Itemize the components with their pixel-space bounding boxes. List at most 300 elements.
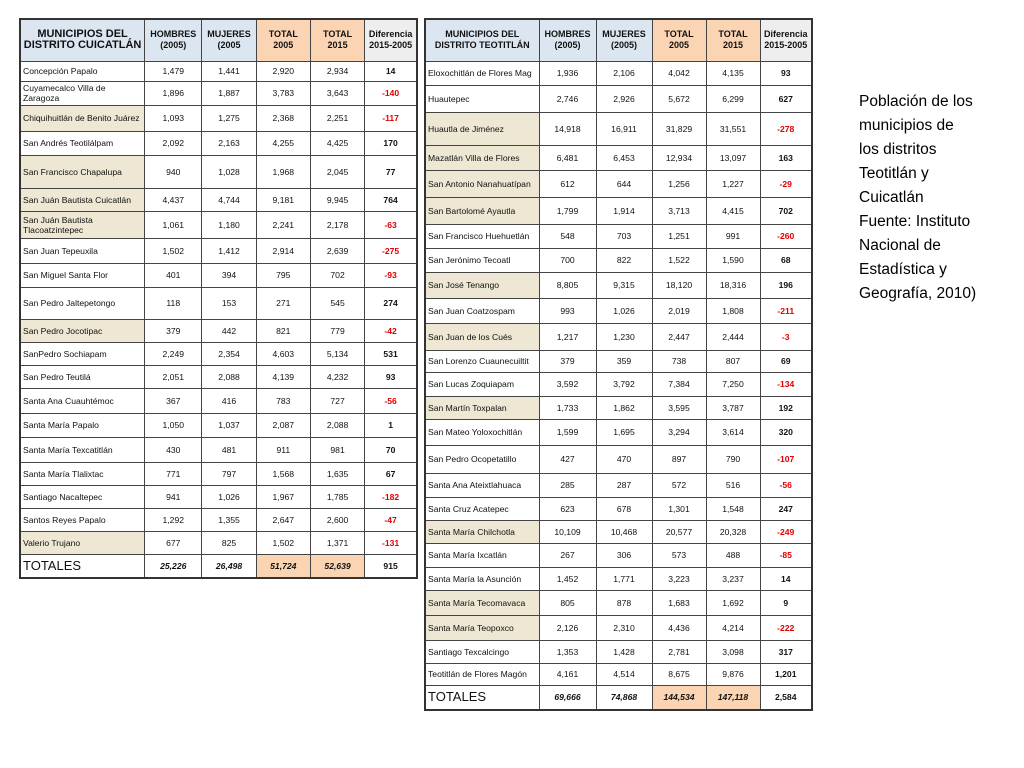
cell-municipio: SanPedro Sochiapam	[20, 342, 145, 365]
cell-diferencia: 764	[365, 188, 417, 211]
cell-total-2015: 3,643	[310, 81, 364, 105]
cell-total-2015: 2,178	[310, 211, 364, 238]
cell-municipio: San Francisco Chapalupa	[20, 155, 145, 188]
cell-hombres: 1,093	[145, 105, 202, 131]
cell-mujeres: 4,744	[202, 188, 256, 211]
table-row	[425, 85, 812, 112]
table-cuicatlan	[19, 18, 418, 579]
cell-total-2015: 6,299	[706, 85, 760, 112]
cell-mujeres: 9,315	[596, 272, 652, 298]
col-header-total-2015: TOTAL 2015	[310, 19, 364, 61]
cell-diferencia: -134	[760, 372, 812, 396]
caption-line: Nacional de	[859, 237, 941, 254]
cell-diferencia: 320	[760, 419, 812, 445]
cell-hombres: 427	[539, 445, 596, 473]
cell-diferencia: 77	[365, 155, 417, 188]
cell-total-2015: 4,415	[706, 197, 760, 224]
cell-diferencia: 317	[760, 640, 812, 663]
cell-total-2015: 2,251	[310, 105, 364, 131]
caption-line: municipios de	[859, 117, 954, 134]
cell-mujeres: 287	[596, 473, 652, 497]
cell-diferencia: -56	[365, 388, 417, 413]
table-row	[425, 145, 812, 170]
table-row	[20, 155, 417, 188]
table-row	[20, 61, 417, 81]
table-row	[425, 663, 812, 685]
cell-municipio: Eloxochitlán de Flores Mag	[425, 61, 539, 85]
cell-diferencia: 170	[365, 131, 417, 155]
cell-hombres: 118	[145, 287, 202, 319]
cell-hombres: 4,437	[145, 188, 202, 211]
cell-total-2005: 7,384	[652, 372, 706, 396]
col-header-mujeres: MUJERES (2005	[202, 19, 256, 61]
cell-municipio: San Andrés Teotilálpam	[20, 131, 145, 155]
cell-total-2015: 702	[310, 263, 364, 287]
cell-diferencia: 163	[760, 145, 812, 170]
cell-mujeres: 644	[596, 170, 652, 197]
cell-total-2005: 2,781	[652, 640, 706, 663]
cell-total-2015: 4,135	[706, 61, 760, 85]
cell-mujeres: 1,887	[202, 81, 256, 105]
cell-mujeres: 442	[202, 319, 256, 342]
cell-municipio: San Antonio Nanahuatípan	[425, 170, 539, 197]
table-row	[425, 640, 812, 663]
totals-row	[20, 554, 417, 578]
cell-municipio: San Mateo Yoloxochitlán	[425, 419, 539, 445]
cell-mujeres: 703	[596, 224, 652, 248]
caption-line: los distritos	[859, 141, 937, 158]
cell-hombres: 267	[539, 543, 596, 567]
caption-line: Cuicatlán	[859, 189, 924, 206]
cell-mujeres: 2,354	[202, 342, 256, 365]
totals-mujeres: 74,868	[596, 685, 652, 710]
cell-total-2015: 2,088	[310, 413, 364, 437]
cell-total-2005: 911	[256, 437, 310, 462]
cell-total-2005: 2,019	[652, 298, 706, 323]
totals-mujeres: 26,498	[202, 554, 256, 578]
table-row	[20, 238, 417, 263]
cell-hombres: 1,050	[145, 413, 202, 437]
source-caption	[859, 90, 1009, 306]
cell-total-2015: 9,945	[310, 188, 364, 211]
cell-hombres: 771	[145, 462, 202, 485]
cell-total-2005: 31,829	[652, 112, 706, 145]
cell-total-2015: 2,934	[310, 61, 364, 81]
cell-diferencia: 627	[760, 85, 812, 112]
cell-hombres: 1,217	[539, 323, 596, 350]
cell-mujeres: 1,771	[596, 567, 652, 590]
cell-total-2005: 897	[652, 445, 706, 473]
cell-total-2005: 738	[652, 350, 706, 372]
cell-total-2005: 4,436	[652, 615, 706, 640]
table-row	[20, 263, 417, 287]
table-row	[425, 497, 812, 520]
cell-hombres: 6,481	[539, 145, 596, 170]
table-row	[425, 323, 812, 350]
cell-mujeres: 1,914	[596, 197, 652, 224]
totals-total-2015: 147,118	[706, 685, 760, 710]
table-row	[20, 105, 417, 131]
cell-diferencia: 14	[365, 61, 417, 81]
cell-municipio: San Pedro Ocopetatillo	[425, 445, 539, 473]
cell-municipio: San Martín Toxpalan	[425, 396, 539, 419]
cell-total-2005: 3,595	[652, 396, 706, 419]
table-row	[20, 188, 417, 211]
table-row	[425, 372, 812, 396]
cell-diferencia: -117	[365, 105, 417, 131]
cell-total-2015: 2,444	[706, 323, 760, 350]
cell-diferencia: 1,201	[760, 663, 812, 685]
cell-hombres: 1,479	[145, 61, 202, 81]
cell-total-2015: 3,787	[706, 396, 760, 419]
col-header-total-2015: TOTAL 2015	[706, 19, 760, 61]
cell-diferencia: -140	[365, 81, 417, 105]
cell-total-2005: 2,920	[256, 61, 310, 81]
cell-total-2005: 2,647	[256, 508, 310, 531]
cell-total-2005: 1,967	[256, 485, 310, 508]
cell-diferencia: -107	[760, 445, 812, 473]
caption-line: Geografía, 2010)	[859, 285, 977, 302]
cell-total-2005: 4,042	[652, 61, 706, 85]
cell-mujeres: 2,926	[596, 85, 652, 112]
table-row	[20, 508, 417, 531]
cell-mujeres: 4,514	[596, 663, 652, 685]
cell-municipio: Santa María Tlalixtac	[20, 462, 145, 485]
table-row	[425, 197, 812, 224]
cell-municipio: Santiago Texcalcingo	[425, 640, 539, 663]
cell-hombres: 401	[145, 263, 202, 287]
table-row	[425, 396, 812, 419]
cell-total-2015: 5,134	[310, 342, 364, 365]
cell-mujeres: 1,355	[202, 508, 256, 531]
table-row	[20, 365, 417, 388]
totals-diferencia: 2,584	[760, 685, 812, 710]
cell-hombres: 548	[539, 224, 596, 248]
cell-total-2015: 488	[706, 543, 760, 567]
totals-label: TOTALES	[20, 554, 145, 578]
cell-total-2005: 3,713	[652, 197, 706, 224]
table-row	[20, 531, 417, 554]
cell-diferencia: -29	[760, 170, 812, 197]
table-row	[425, 350, 812, 372]
cell-mujeres: 3,792	[596, 372, 652, 396]
cell-mujeres: 470	[596, 445, 652, 473]
table-row	[425, 112, 812, 145]
col-header-diferencia: Diferencia 2015-2005	[365, 19, 417, 61]
cell-total-2005: 1,968	[256, 155, 310, 188]
cell-diferencia: -131	[365, 531, 417, 554]
cell-hombres: 10,109	[539, 520, 596, 543]
cell-total-2005: 271	[256, 287, 310, 319]
cell-total-2005: 4,255	[256, 131, 310, 155]
cell-total-2015: 1,590	[706, 248, 760, 272]
table-header-row	[425, 19, 812, 61]
cell-hombres: 14,918	[539, 112, 596, 145]
cell-municipio: Santos Reyes Papalo	[20, 508, 145, 531]
cell-total-2015: 3,098	[706, 640, 760, 663]
cell-diferencia: 192	[760, 396, 812, 419]
cell-total-2015: 4,232	[310, 365, 364, 388]
caption-line: Teotitlán y	[859, 165, 929, 182]
totals-total-2005: 51,724	[256, 554, 310, 578]
cell-diferencia: 68	[760, 248, 812, 272]
totals-diferencia: 915	[365, 554, 417, 578]
cell-municipio: San Miguel Santa Flor	[20, 263, 145, 287]
cell-municipio: Chiquihuitlán de Benito Juárez	[20, 105, 145, 131]
cell-total-2005: 20,577	[652, 520, 706, 543]
cell-total-2005: 2,087	[256, 413, 310, 437]
cell-total-2015: 1,548	[706, 497, 760, 520]
col-header-mujeres: MUJERES (2005)	[596, 19, 652, 61]
cell-diferencia: 702	[760, 197, 812, 224]
cell-total-2015: 13,097	[706, 145, 760, 170]
cell-total-2015: 3,614	[706, 419, 760, 445]
cell-mujeres: 822	[596, 248, 652, 272]
cell-municipio: Santa María Ixcatlán	[425, 543, 539, 567]
cell-total-2005: 1,256	[652, 170, 706, 197]
cell-total-2005: 2,241	[256, 211, 310, 238]
cell-diferencia: -211	[760, 298, 812, 323]
cell-municipio: San Pedro Teutilá	[20, 365, 145, 388]
cell-diferencia: 196	[760, 272, 812, 298]
cell-hombres: 940	[145, 155, 202, 188]
table-row	[20, 211, 417, 238]
cell-total-2005: 3,223	[652, 567, 706, 590]
cell-total-2005: 3,783	[256, 81, 310, 105]
cell-hombres: 677	[145, 531, 202, 554]
cell-diferencia: -222	[760, 615, 812, 640]
caption-line: Fuente: Instituto	[859, 213, 971, 230]
cell-mujeres: 825	[202, 531, 256, 554]
cell-municipio: San Jerónimo Tecoatl	[425, 248, 539, 272]
cell-municipio: Santiago Nacaltepec	[20, 485, 145, 508]
cell-mujeres: 1,180	[202, 211, 256, 238]
cell-hombres: 1,896	[145, 81, 202, 105]
totals-row	[425, 685, 812, 710]
table-row	[425, 445, 812, 473]
cell-municipio: San Lucas Zoquiapam	[425, 372, 539, 396]
cell-diferencia: -249	[760, 520, 812, 543]
table-row	[425, 61, 812, 85]
cell-hombres: 2,746	[539, 85, 596, 112]
cell-mujeres: 1,412	[202, 238, 256, 263]
cell-diferencia: 9	[760, 590, 812, 615]
caption-line: Población de los	[859, 93, 973, 110]
cell-hombres: 1,733	[539, 396, 596, 419]
cell-hombres: 612	[539, 170, 596, 197]
cell-hombres: 379	[539, 350, 596, 372]
cell-mujeres: 1,275	[202, 105, 256, 131]
cell-total-2015: 981	[310, 437, 364, 462]
cell-total-2005: 1,522	[652, 248, 706, 272]
col-header-diferencia: Diferencia 2015-2005	[760, 19, 812, 61]
cell-total-2005: 12,934	[652, 145, 706, 170]
totals-total-2005: 144,534	[652, 685, 706, 710]
col-header-total-2005: TOTAL 2005	[652, 19, 706, 61]
table-row	[425, 590, 812, 615]
cell-municipio: Santa María Chilchotla	[425, 520, 539, 543]
cell-total-2015: 20,328	[706, 520, 760, 543]
cell-mujeres: 16,911	[596, 112, 652, 145]
cell-hombres: 8,805	[539, 272, 596, 298]
cell-mujeres: 6,453	[596, 145, 652, 170]
cell-hombres: 430	[145, 437, 202, 462]
cell-total-2015: 2,045	[310, 155, 364, 188]
cell-hombres: 4,161	[539, 663, 596, 685]
cell-mujeres: 678	[596, 497, 652, 520]
cell-municipio: Santa María Papalo	[20, 413, 145, 437]
cell-mujeres: 416	[202, 388, 256, 413]
cell-mujeres: 2,163	[202, 131, 256, 155]
cell-diferencia: 1	[365, 413, 417, 437]
cell-hombres: 941	[145, 485, 202, 508]
col-header-municipio: MUNICIPIOS DEL DISTRITO TEOTITLÁN	[425, 19, 539, 61]
cell-total-2005: 573	[652, 543, 706, 567]
cell-diferencia: 14	[760, 567, 812, 590]
cell-hombres: 623	[539, 497, 596, 520]
cell-total-2015: 516	[706, 473, 760, 497]
cell-municipio: Huautepec	[425, 85, 539, 112]
cell-municipio: San Bartolomé Ayautla	[425, 197, 539, 224]
cell-total-2015: 545	[310, 287, 364, 319]
cell-total-2015: 7,250	[706, 372, 760, 396]
cell-mujeres: 359	[596, 350, 652, 372]
cell-total-2015: 4,214	[706, 615, 760, 640]
table-row	[20, 388, 417, 413]
cell-hombres: 993	[539, 298, 596, 323]
cell-municipio: San Juan Coatzospam	[425, 298, 539, 323]
cell-total-2015: 1,808	[706, 298, 760, 323]
cell-total-2005: 4,603	[256, 342, 310, 365]
cell-total-2005: 1,301	[652, 497, 706, 520]
cell-mujeres: 1,862	[596, 396, 652, 419]
cell-total-2015: 1,635	[310, 462, 364, 485]
cell-hombres: 379	[145, 319, 202, 342]
cell-hombres: 2,092	[145, 131, 202, 155]
cell-municipio: Santa Ana Cuauhtémoc	[20, 388, 145, 413]
cell-mujeres: 1,037	[202, 413, 256, 437]
cell-hombres: 1,353	[539, 640, 596, 663]
table-row	[425, 543, 812, 567]
cell-municipio: Santa María Teopoxco	[425, 615, 539, 640]
cell-municipio: Santa María Tecomavaca	[425, 590, 539, 615]
cell-municipio: San Juán Bautista Tlacoatzintepec	[20, 211, 145, 238]
cell-diferencia: -260	[760, 224, 812, 248]
cell-total-2005: 2,914	[256, 238, 310, 263]
col-header-hombres: HOMBRES (2005)	[539, 19, 596, 61]
cell-total-2015: 779	[310, 319, 364, 342]
cell-municipio: San Juan Tepeuxila	[20, 238, 145, 263]
table-row	[425, 615, 812, 640]
cell-mujeres: 2,088	[202, 365, 256, 388]
table-row	[425, 567, 812, 590]
cell-diferencia: -85	[760, 543, 812, 567]
cell-hombres: 1,936	[539, 61, 596, 85]
cell-diferencia: 70	[365, 437, 417, 462]
table-row	[20, 437, 417, 462]
cell-municipio: San Francisco Huehuetlán	[425, 224, 539, 248]
table-row	[20, 131, 417, 155]
table-row	[425, 170, 812, 197]
cell-mujeres: 1,441	[202, 61, 256, 81]
table-row	[20, 287, 417, 319]
cell-total-2015: 727	[310, 388, 364, 413]
cell-total-2015: 31,551	[706, 112, 760, 145]
table-row	[20, 319, 417, 342]
cell-total-2005: 821	[256, 319, 310, 342]
cell-mujeres: 1,026	[202, 485, 256, 508]
cell-total-2015: 4,425	[310, 131, 364, 155]
cell-total-2015: 1,371	[310, 531, 364, 554]
cell-hombres: 1,292	[145, 508, 202, 531]
cell-diferencia: 93	[760, 61, 812, 85]
table-row	[425, 272, 812, 298]
cell-municipio: Cuyamecalco Villa de Zaragoza	[20, 81, 145, 105]
cell-mujeres: 2,310	[596, 615, 652, 640]
cell-municipio: San Juan de los Cués	[425, 323, 539, 350]
cell-hombres: 367	[145, 388, 202, 413]
cell-total-2015: 3,237	[706, 567, 760, 590]
cell-municipio: San Pedro Jaltepetongo	[20, 287, 145, 319]
caption-line: Estadística y	[859, 261, 947, 278]
cell-municipio: Santa Cruz Acatepec	[425, 497, 539, 520]
cell-diferencia: 93	[365, 365, 417, 388]
cell-total-2005: 572	[652, 473, 706, 497]
cell-hombres: 1,502	[145, 238, 202, 263]
cell-municipio: San Lorenzo Cuaunecuiltit	[425, 350, 539, 372]
cell-mujeres: 1,230	[596, 323, 652, 350]
cell-municipio: Teotitlán de Flores Magón	[425, 663, 539, 685]
cell-diferencia: 274	[365, 287, 417, 319]
cell-municipio: Santa María Texcatitlán	[20, 437, 145, 462]
table-teotitlan	[424, 18, 813, 711]
table-row	[425, 520, 812, 543]
table-row	[425, 298, 812, 323]
cell-municipio: Concepción Papalo	[20, 61, 145, 81]
cell-total-2005: 1,568	[256, 462, 310, 485]
totals-label: TOTALES	[425, 685, 539, 710]
cell-mujeres: 394	[202, 263, 256, 287]
cell-municipio: Huautla de Jiménez	[425, 112, 539, 145]
cell-hombres: 805	[539, 590, 596, 615]
cell-hombres: 2,249	[145, 342, 202, 365]
cell-hombres: 1,599	[539, 419, 596, 445]
cell-total-2005: 5,672	[652, 85, 706, 112]
cell-total-2015: 790	[706, 445, 760, 473]
cell-mujeres: 481	[202, 437, 256, 462]
table-row	[425, 419, 812, 445]
cell-total-2005: 4,139	[256, 365, 310, 388]
cell-diferencia: -93	[365, 263, 417, 287]
cell-total-2005: 1,251	[652, 224, 706, 248]
cell-mujeres: 878	[596, 590, 652, 615]
table-row	[425, 473, 812, 497]
cell-total-2015: 2,639	[310, 238, 364, 263]
cell-mujeres: 1,028	[202, 155, 256, 188]
cell-total-2005: 8,675	[652, 663, 706, 685]
cell-diferencia: -182	[365, 485, 417, 508]
cell-diferencia: 531	[365, 342, 417, 365]
cell-total-2015: 18,316	[706, 272, 760, 298]
table-row	[20, 485, 417, 508]
totals-total-2015: 52,639	[310, 554, 364, 578]
cell-mujeres: 2,106	[596, 61, 652, 85]
cell-diferencia: -56	[760, 473, 812, 497]
cell-hombres: 285	[539, 473, 596, 497]
cell-diferencia: -47	[365, 508, 417, 531]
cell-hombres: 1,061	[145, 211, 202, 238]
cell-total-2015: 991	[706, 224, 760, 248]
